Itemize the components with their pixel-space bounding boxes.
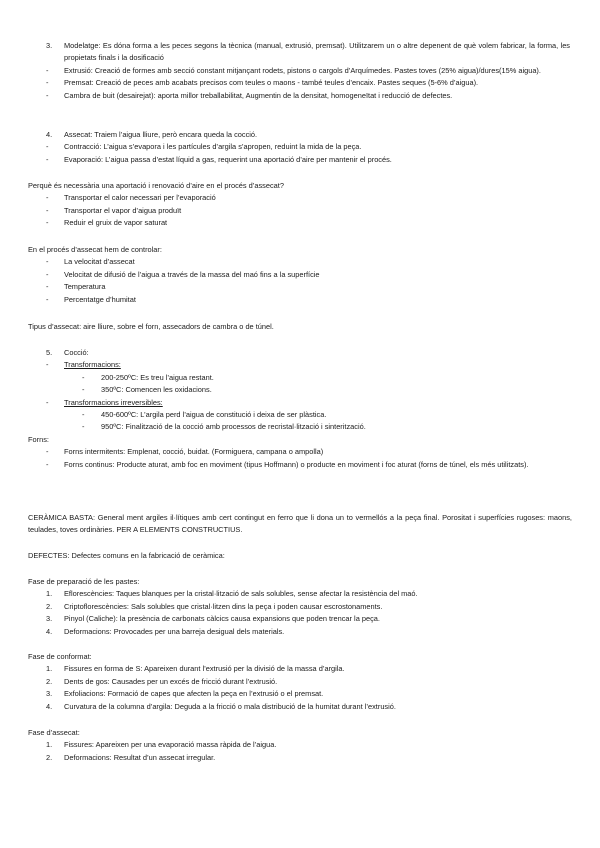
item-number: 4. <box>46 626 53 636</box>
item-label: Criptoflorescències: <box>64 601 129 611</box>
item-label: Curvatura de la columna d’argila: <box>64 701 173 711</box>
bullet-dash: - <box>46 154 49 164</box>
list-item <box>0 588 600 600</box>
item-text: Sals solubles que cristal·litzen dins la peça i poden causar escrostonaments. <box>130 601 383 611</box>
list-item <box>0 459 600 471</box>
item-text: Taques blanques per la cristal·lització de sals solubles, sense afectar la resistència del maó. <box>116 589 418 599</box>
item-text: Finalització de la cocció amb processos de recristal·lització i sinterització. <box>125 422 366 432</box>
item-label: Eflorescències: <box>64 589 115 599</box>
list-item <box>0 739 600 751</box>
list-item <box>0 141 600 153</box>
list-item <box>0 154 600 166</box>
bullet-dash: - <box>46 397 49 407</box>
item-text: Es treu l’aigua restant. <box>140 372 214 382</box>
list-item <box>0 281 600 293</box>
list-item <box>0 663 600 675</box>
item-text: L’aigua passa d’estat líquid a gas, requerint una aportació d’aire per mantenir el procés. <box>105 154 392 164</box>
fase-assecat <box>0 727 600 764</box>
item-label: Fissures en forma de S: <box>64 664 143 674</box>
item-label: Contracció: <box>64 142 102 152</box>
list-item <box>0 65 600 77</box>
fase-conformat <box>0 651 600 713</box>
bullet-dash: - <box>46 294 49 304</box>
bullet-dash: - <box>82 422 85 432</box>
item-label: Evaporació: <box>64 154 104 164</box>
item-text: Percentatge d’humitat <box>64 294 136 304</box>
item-label: Deformacions: <box>64 752 112 762</box>
item-label: Forns continus: <box>64 459 115 469</box>
list-item <box>0 688 600 700</box>
item-text: Producte aturat, amb foc en moviment (tipus Hoffmann) o producte en moviment i foc aturat (forns de túnel, els més utilitzats). <box>116 459 529 469</box>
list-item <box>0 269 600 281</box>
item-text: Deguda a la fricció o mala distribució de la humitat durant l’extrusió. <box>174 701 396 711</box>
item-text: Transportar el calor necessari per l’evaporació <box>64 193 216 203</box>
list-item <box>0 359 600 371</box>
section-4 <box>0 129 600 166</box>
item-label: 350ºC: <box>101 385 124 395</box>
item-text: Creació de peces amb acabats precisos com teules o maons - també teules d’encaix. Pastes seques (5-6% d’aigua). <box>95 78 479 88</box>
sub-list-item <box>0 384 600 396</box>
irreversibles-label: Transformacions irreversibles: <box>64 397 163 407</box>
bullet-dash: - <box>46 269 49 279</box>
list-item <box>0 676 600 688</box>
item-number: 2. <box>46 676 53 686</box>
ceramica-label: CERÀMICA BASTA: <box>28 513 96 522</box>
transformacions-label: Transformacions: <box>64 360 121 370</box>
list-item <box>0 446 600 458</box>
item-text: Causades per un excés de fricció durant l’extrusió. <box>111 676 278 686</box>
item-label: 950ºC: <box>101 422 124 432</box>
item-text: la presència de carbonats càlcics causa expansions que poden trencar la peça. <box>119 614 380 624</box>
item-label: Cambra de buit (desairejat): <box>64 90 156 100</box>
list-item <box>0 626 600 638</box>
list-item <box>0 77 600 89</box>
bullet-dash: - <box>46 142 49 152</box>
bullet-dash: - <box>46 218 49 228</box>
section-3-body: Es dóna forma a les peces segons la tècnica (manual, extrusió, premsat). Utilitzarem un o altre depenent de què volem fabricar, la forma, les propietats finals i la dosificació <box>64 41 570 63</box>
list-item <box>0 601 600 613</box>
forns <box>0 434 600 471</box>
item-number: 4. <box>46 701 53 711</box>
item-label: Pinyol (Caliche): <box>64 614 118 624</box>
bullet-dash: - <box>46 78 49 88</box>
fase-assecat-title: Fase d’assecat: <box>28 728 80 737</box>
item-number: 1. <box>46 589 53 599</box>
fase-conformat-title: Fase de conformat: <box>28 652 92 661</box>
bullet-dash: - <box>46 65 49 75</box>
item-text: Velocitat de difusió de l’aigua a través de la massa del maó fins a la superfície <box>64 269 320 279</box>
sub-list-item <box>0 409 600 421</box>
item-number: 3. <box>46 689 53 699</box>
item-number: 3. <box>46 614 53 624</box>
bullet-dash: - <box>82 410 85 420</box>
bullet-dash: - <box>82 385 85 395</box>
list-item <box>0 205 600 217</box>
item-text: Apareixen durant l’extrusió per la divisió de la massa d’argila. <box>144 664 345 674</box>
section-3-number: 3. <box>46 41 53 50</box>
section-4-number: 4. <box>46 130 53 139</box>
list-item <box>0 217 600 229</box>
item-label: 200-250ºC: <box>101 372 139 382</box>
item-text: Provocades per una barreja desigual dels materials. <box>113 626 285 636</box>
ceramica-text: General ment argiles il·lítiques amb cert contingut en ferro que li dona un to vermellós a la peça final. Porositat i superfícies rugoses: maons, teulades, toves ordinàries. PER A ELEMENTS CONSTRUCTIUS. <box>28 513 572 535</box>
list-item <box>0 397 600 409</box>
item-label: Deformacions: <box>64 626 112 636</box>
list-item <box>0 192 600 204</box>
question-air-text: Perquè és necessària una aportació i renovació d’aire en el procés d’assecat? <box>28 181 284 190</box>
bullet-dash: - <box>46 193 49 203</box>
bullet-dash: - <box>46 282 49 292</box>
bullet-dash: - <box>46 447 49 457</box>
item-label: Forns intermitents: <box>64 447 126 457</box>
item-label: Exfoliacions: <box>64 689 106 699</box>
section-3-text <box>64 40 570 65</box>
forns-title: Forns: <box>28 435 49 444</box>
sub-list-item <box>0 372 600 384</box>
defectes <box>0 550 600 562</box>
item-text: Apareixen per una evaporació massa ràpida de l’aigua. <box>95 740 277 750</box>
bullet-dash: - <box>46 360 49 370</box>
item-label: Dents de gos: <box>64 676 110 686</box>
bullet-dash: - <box>46 257 49 267</box>
section-4-body: Traiem l’aigua lliure, però encara queda la cocció. <box>94 130 258 139</box>
item-text: Resultat d’un assecat irregular. <box>113 752 216 762</box>
item-text: Creació de formes amb secció constant mitjançant rodets, pistons o cargols d’Arquímedes. Pastes toves (25% aigua)/dures(15% aigua). <box>94 65 541 75</box>
item-label: 450-600ºC: <box>101 410 139 420</box>
item-label: Fissures: <box>64 740 94 750</box>
tipus-assecat <box>0 321 600 333</box>
bullet-dash: - <box>46 205 49 215</box>
list-item <box>0 613 600 625</box>
list-item <box>0 294 600 306</box>
list-item <box>0 701 600 713</box>
item-label: Premsat: <box>64 78 94 88</box>
ceramica-basta <box>0 512 600 537</box>
question-air <box>0 180 600 230</box>
item-text: L’argila perd l’aigua de constitució i deixa de ser plàstica. <box>140 410 327 420</box>
item-text: Temperatura <box>64 282 106 292</box>
question-control <box>0 244 600 306</box>
list-item <box>0 752 600 764</box>
item-text: L’aigua s’evapora i les partícules d’argila s’apropen, reduint la mida de la peça. <box>103 142 362 152</box>
section-3-label: Modelatge: <box>64 41 101 50</box>
section-5-number: 5. <box>46 348 53 357</box>
list-item <box>0 256 600 268</box>
fase-preparacio <box>0 576 600 638</box>
bullet-dash: - <box>82 372 85 382</box>
section-3 <box>0 40 600 102</box>
section-4-label: Assecat: <box>64 130 93 139</box>
item-text: Transportar el vapor d’aigua produït <box>64 205 182 215</box>
bullet-dash: - <box>46 459 49 469</box>
item-text: Reduir el gruix de vapor saturat <box>64 218 168 228</box>
section-5 <box>0 347 600 434</box>
item-number: 2. <box>46 601 53 611</box>
item-number: 1. <box>46 664 53 674</box>
bullet-dash: - <box>46 90 49 100</box>
item-text: aporta millor treballabilitat, Augmentin de la densitat, homogeneïtat i reducció de defectes. <box>157 90 453 100</box>
item-text: Emplenat, cocció, buidat. (Formiguera, campana o ampolla) <box>127 447 324 457</box>
item-text: La velocitat d’assecat <box>64 257 135 267</box>
sub-list-item <box>0 421 600 433</box>
list-item <box>0 90 600 102</box>
fase-preparacio-title: Fase de preparació de les pastes: <box>28 577 140 586</box>
item-text: Comencen les oxidacions. <box>125 385 212 395</box>
item-label: Extrusió: <box>64 65 93 75</box>
item-number: 2. <box>46 752 53 762</box>
item-number: 1. <box>46 740 53 750</box>
item-text: Formació de capes que afecten la peça en l’extrusió o el premsat. <box>107 689 324 699</box>
section-5-label: Cocció: <box>64 348 89 357</box>
tipus-assecat-text: Tipus d’assecat: aire lliure, sobre el forn, assecadors de cambra o de túnel. <box>28 322 274 331</box>
defectes-text: DEFECTES: Defectes comuns en la fabricació de ceràmica: <box>28 551 225 560</box>
question-control-text: En el procés d’assecat hem de controlar: <box>28 245 162 254</box>
